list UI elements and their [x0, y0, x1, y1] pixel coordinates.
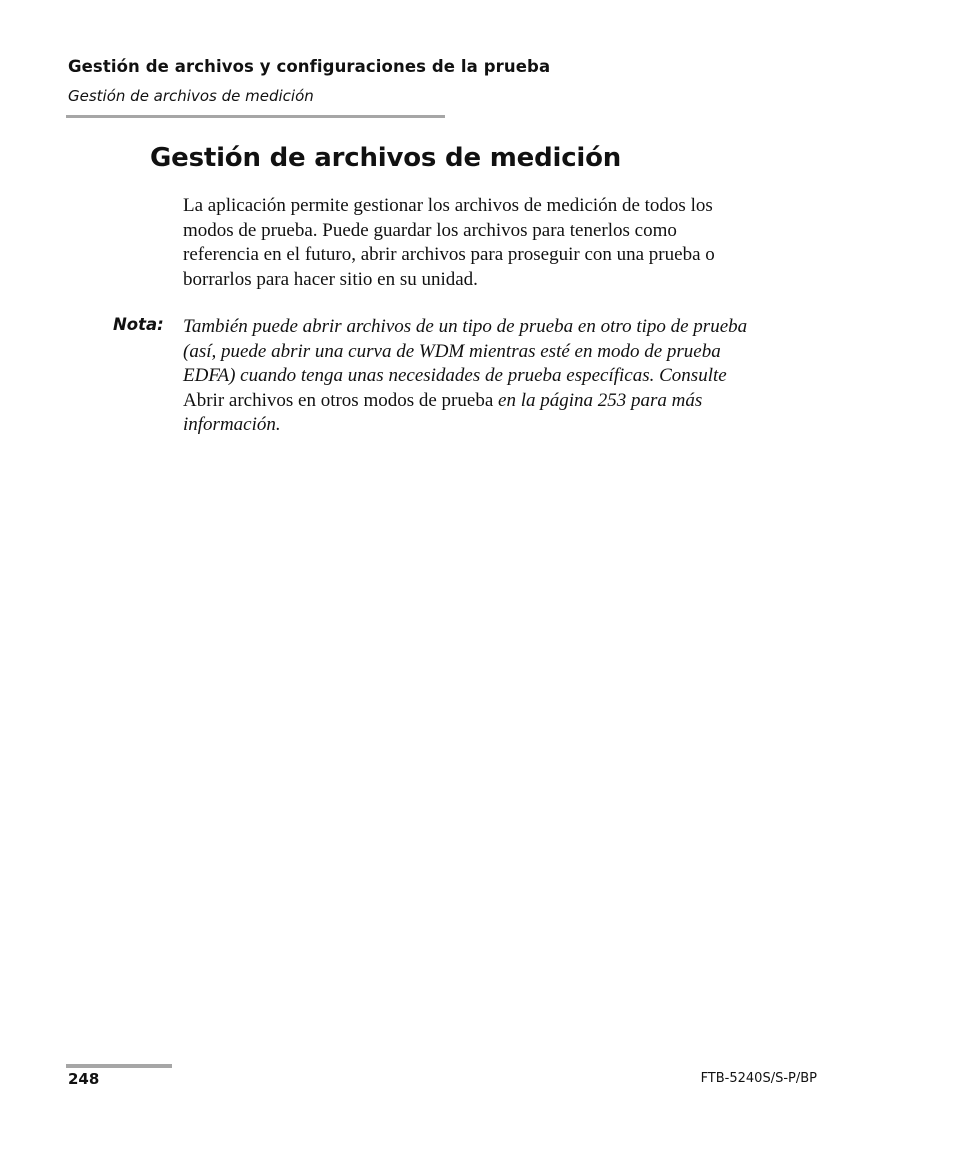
paragraph-line: modos de prueba. Puede guardar los archivos para tenerlos como — [183, 219, 677, 241]
paragraph-line: referencia en el futuro, abrir archivos para proseguir con una prueba o — [183, 244, 715, 265]
note-line: información. — [183, 414, 281, 435]
running-header-chapter-title: Gestión de archivos y configuraciones de la prueba — [68, 57, 551, 76]
paragraph-line: borrarlos para hacer sitio en su unidad. — [183, 268, 478, 290]
note-line: También puede abrir archivos de un tipo de prueba en otro tipo de prueba — [183, 316, 748, 337]
note-line: (así, puede abrir una curva de WDM mientras esté en modo de prueba — [183, 340, 721, 362]
footer-divider — [66, 1064, 172, 1068]
body-paragraph — [183, 194, 823, 292]
note-reference-line — [183, 389, 843, 414]
header-divider — [66, 115, 445, 118]
note-text — [183, 315, 843, 438]
page-number: 248 — [68, 1070, 100, 1088]
cross-reference-suffix: en la página 253 para más — [493, 389, 703, 411]
paragraph-line: La aplicación permite gestionar los archivos de medición de todos los — [183, 195, 713, 216]
section-heading: Gestión de archivos de medición — [150, 143, 622, 173]
product-code: FTB-5240S/S-P/BP — [700, 1071, 817, 1086]
running-header-section-title: Gestión de archivos de medición — [68, 87, 314, 105]
note-label: Nota: — [113, 315, 164, 334]
cross-reference-link[interactable]: Abrir archivos en otros modos de prueba — [183, 389, 494, 411]
note-line: EDFA) cuando tenga unas necesidades de prueba específicas. Consulte — [183, 365, 727, 386]
